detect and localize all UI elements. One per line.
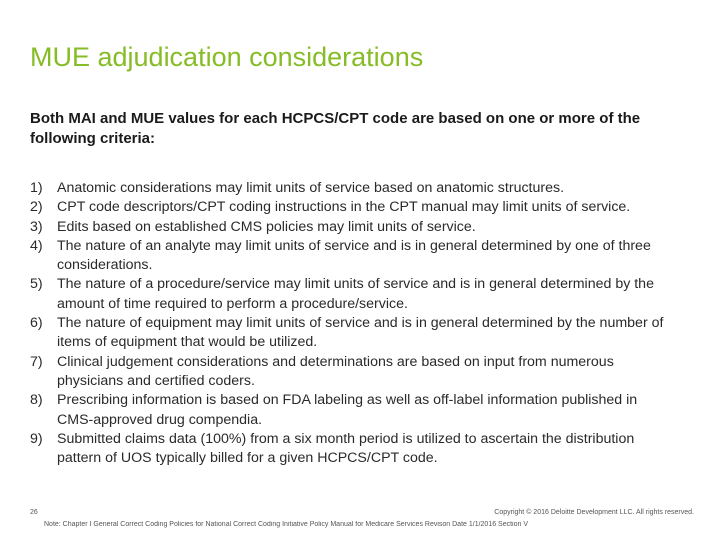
criteria-number: 8) — [30, 392, 43, 409]
criteria-item — [30, 179, 670, 198]
criteria-item — [30, 198, 670, 217]
criteria-number: 3) — [30, 218, 43, 235]
criteria-text: CPT code descriptors/CPT coding instructions in the CPT manual may limit units of service. — [57, 199, 631, 216]
criteria-number: 4) — [30, 237, 43, 254]
criteria-text: Submitted claims data (100%) from a six month period is utilized to ascertain the distribution pattern of UOS typically billed for a given HCPCS/CPT code. — [57, 430, 635, 467]
criteria-number: 2) — [30, 199, 43, 216]
criteria-number: 5) — [30, 276, 43, 293]
criteria-list — [30, 179, 670, 468]
criteria-item — [30, 314, 670, 353]
criteria-text: Clinical judgement considerations and determinations are based on input from numerous physicians and certified coders. — [57, 353, 614, 389]
criteria-text: The nature of a procedure/service may limit units of service and is in general determined by the amount of time required to perform a procedure/service. — [57, 276, 654, 312]
page-number: 26 — [30, 509, 38, 516]
criteria-text: Anatomic considerations may limit units of service based on anatomic structures. — [57, 180, 565, 196]
footnote: Note: Chapter I General Correct Coding Policies for National Correct Coding Initiative Policy Manual for Medicare Services Revison Date 1/1/2016 Section V — [44, 521, 529, 528]
criteria-number: 1) — [30, 180, 43, 196]
criteria-number: 6) — [30, 315, 43, 332]
criteria-item — [30, 237, 670, 276]
copyright-notice: Copyright © 2016 Deloitte Development LLC. All rights reserved. — [494, 509, 694, 516]
intro-text: Both MAI and MUE values for each HCPCS/CPT code are based on one or more of the following criteria: — [30, 110, 641, 147]
criteria-text: The nature of equipment may limit units of service and is in general determined by the number of items of equipment that would be utilized. — [57, 315, 664, 351]
criteria-number: 7) — [30, 353, 43, 370]
criteria-item — [30, 430, 670, 469]
criteria-item — [30, 353, 670, 392]
criteria-text: The nature of an analyte may limit units of service and is in general determined by one of three considerations. — [57, 237, 651, 274]
criteria-item — [30, 275, 670, 314]
criteria-text: Edits based on established CMS policies may limit units of service. — [57, 218, 476, 235]
criteria-text: Prescribing information is based on FDA labeling as well as off-label information published in CMS-approved drug compendia. — [57, 392, 638, 428]
criteria-number: 9) — [30, 430, 43, 447]
criteria-item — [30, 391, 670, 430]
slide-title: MUE adjudication considerations — [30, 42, 424, 73]
criteria-item — [30, 218, 670, 237]
